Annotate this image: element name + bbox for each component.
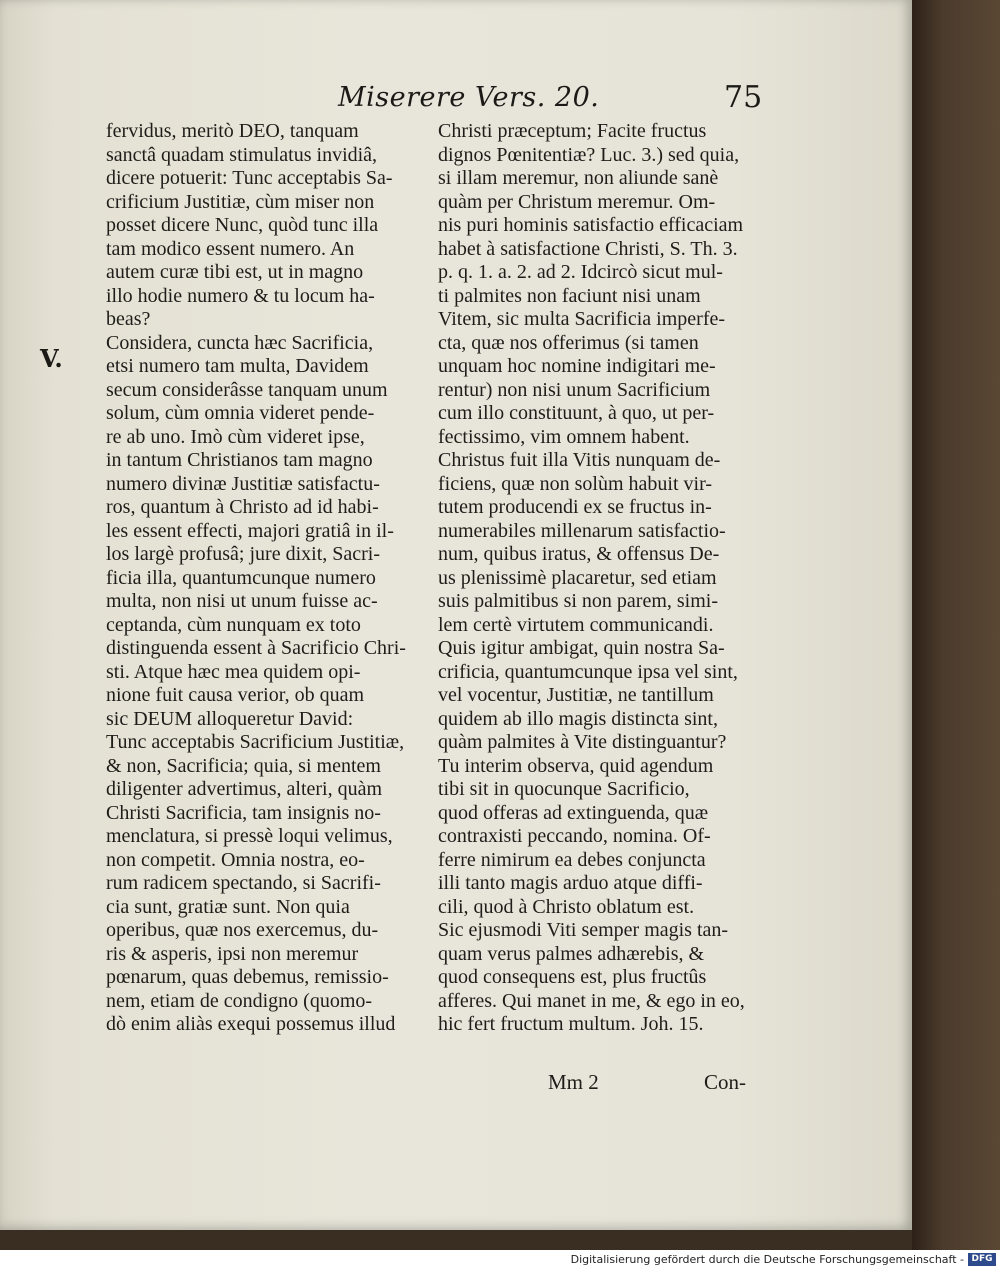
signature-mark: Mm 2 <box>548 1070 599 1094</box>
funding-note: Digitalisierung gefördert durch die Deutsche Forschungsgemeinschaft - <box>570 1253 964 1266</box>
dfg-logo-icon: DFG <box>968 1253 996 1266</box>
facing-page-edge <box>912 0 1000 1250</box>
text-line: numero divinæ Justitiæ satisfactu- <box>106 472 380 495</box>
text-line: afferes. Qui manet in me, & ego in eo, <box>438 989 745 1012</box>
text-line: Vitem, sic multa Sacrificia imperfe- <box>438 308 726 330</box>
text-line: Sic ejusmodi Viti semper magis tan- <box>438 919 729 941</box>
right-text-column <box>438 120 756 1037</box>
text-line: Quis igitur ambigat, quin nostra Sa- <box>438 637 725 659</box>
page-number: 75 <box>724 80 763 115</box>
text-line: tam modico essent numero. An <box>106 237 355 260</box>
text-line: quidem ab illo magis distincta sint, <box>438 707 718 730</box>
text-line: vel vocentur, Justitiæ, ne tantillum <box>438 684 714 706</box>
text-line: cum illo constituunt, à quo, ut per- <box>438 402 715 424</box>
text-line: posset dicere Nunc, quòd tunc illa <box>106 214 379 236</box>
text-line: Christus fuit illa Vitis nunquam de- <box>438 449 721 471</box>
text-line: diligenter advertimus, alteri, quàm <box>106 778 383 800</box>
text-line: illi tanto magis arduo atque diffi- <box>438 872 703 894</box>
text-line: tutem producendi ex se fructus in- <box>438 496 712 518</box>
section-marker: V. <box>40 344 63 373</box>
text-line: crificium Justitiæ, cùm miser non <box>106 190 375 213</box>
text-line: quod offeras ad extinguenda, quæ <box>438 801 709 824</box>
text-line: habet à satisfactione Christi, S. Th. 3. <box>438 237 738 260</box>
text-line: quod consequens est, plus fructûs <box>438 966 707 988</box>
text-line: fectissimo, vim omnem habent. <box>438 425 690 448</box>
text-line: fervidus, meritò DEO, tanquam <box>106 120 359 142</box>
text-line: quàm palmites à Vite distinguantur? <box>438 731 727 753</box>
left-text-column <box>106 120 418 1037</box>
text-line: Tunc acceptabis Sacrificium Justitiæ, <box>106 731 405 753</box>
text-line: rentur) non nisi unum Sacrificium <box>438 378 711 401</box>
text-line: lem certè virtutem communicandi. <box>438 613 714 636</box>
text-line: unquam hoc nomine indigitari me- <box>438 355 716 377</box>
text-line: distinguenda essent à Sacrificio Chri- <box>106 637 406 659</box>
digitization-footer <box>0 1250 1000 1270</box>
text-line: quàm per Christum meremur. Om- <box>438 190 716 213</box>
catchword: Con- <box>704 1070 746 1094</box>
text-line: nis puri hominis satisfactio efficaciam <box>438 214 744 236</box>
text-line: dò enim aliàs exequi possemus illud <box>106 1013 396 1035</box>
text-line: cia sunt, gratiæ sunt. Non quia <box>106 895 350 918</box>
text-line: re ab uno. Imò cùm videret ipse, <box>106 425 365 448</box>
text-line: menclatura, si pressè loqui velimus, <box>106 825 393 847</box>
text-line: Considera, cuncta hæc Sacrificia, <box>106 331 374 354</box>
text-line: pœnarum, quas debemus, remissio- <box>106 966 389 988</box>
text-line: nem, etiam de condigno (quomo- <box>106 989 373 1012</box>
text-line: sanctâ quadam stimulatus invidiâ, <box>106 143 378 166</box>
text-line: ti palmites non faciunt nisi unam <box>438 284 701 307</box>
text-line: us plenissimè placaretur, sed etiam <box>438 566 717 589</box>
text-line: beas? <box>106 308 151 330</box>
text-line: cili, quod à Christo oblatum est. <box>438 895 695 918</box>
text-line: ficia illa, quantumcunque numero <box>106 566 376 589</box>
text-line: dignos Pœnitentiæ? Luc. 3.) sed quia, <box>438 143 740 166</box>
text-line: secum considerâsse tanquam unum <box>106 378 388 401</box>
text-line: illo hodie numero & tu locum ha- <box>106 284 375 307</box>
text-line: suis palmitibus si non parem, simi- <box>438 590 718 612</box>
text-line: etsi numero tam multa, Davidem <box>106 355 369 377</box>
text-line: ris & asperis, ipsi non meremur <box>106 942 359 965</box>
text-line: hic fert fructum multum. Joh. 15. <box>438 1013 704 1035</box>
text-line: & non, Sacrificia; quia, si mentem <box>106 754 381 777</box>
text-line: ferre nimirum ea debes conjuncta <box>438 848 706 871</box>
text-line: ceptanda, cùm nunquam ex toto <box>106 613 361 636</box>
text-line: dicere potuerit: Tunc acceptabis Sa- <box>106 167 393 189</box>
text-line: Tu interim observa, quid agendum <box>438 754 714 777</box>
text-line: nione fuit causa verior, ob quam <box>106 684 365 706</box>
text-line: ros, quantum à Christo ad id habi- <box>106 496 379 518</box>
text-line: num, quibus iratus, & offensus De- <box>438 543 720 565</box>
text-line: autem curæ tibi est, ut in magno <box>106 261 364 283</box>
text-line: multa, non nisi ut unum fuisse ac- <box>106 590 378 612</box>
text-line: contraxisti peccando, nomina. Of- <box>438 825 711 847</box>
text-line: les essent effecti, majori gratiâ in il- <box>106 519 394 542</box>
text-line: non competit. Omnia nostra, eo- <box>106 848 365 871</box>
text-line: solum, cùm omnia videret pende- <box>106 402 375 424</box>
text-line: rum radicem spectando, si Sacrifi- <box>106 872 381 894</box>
text-line: si illam meremur, non aliunde sanè <box>438 167 719 189</box>
text-line: sti. Atque hæc mea quidem opi- <box>106 660 361 683</box>
text-line: sic DEUM alloqueretur David: <box>106 707 354 730</box>
text-line: Christi præceptum; Facite fructus <box>438 120 707 142</box>
text-line: los largè profusâ; jure dixit, Sacri- <box>106 543 381 565</box>
text-line: tibi sit in quocunque Sacrificio, <box>438 778 690 800</box>
text-line: p. q. 1. a. 2. ad 2. Idcircò sicut mul- <box>438 261 723 283</box>
text-line: in tantum Christianos tam magno <box>106 449 373 471</box>
text-line: Christi Sacrificia, tam insignis no- <box>106 801 381 824</box>
text-line: crificia, quantumcunque ipsa vel sint, <box>438 660 738 683</box>
text-line: numerabiles millenarum satisfactio- <box>438 519 726 542</box>
text-line: ficiens, quæ non solùm habuit vir- <box>438 472 713 495</box>
text-line: quam verus palmes adhærebis, & <box>438 942 705 965</box>
text-line: cta, quæ nos offerimus (si tamen <box>438 331 699 354</box>
running-head: Miserere Vers. 20. <box>338 82 600 113</box>
text-line: operibus, quæ nos exercemus, du- <box>106 919 379 941</box>
